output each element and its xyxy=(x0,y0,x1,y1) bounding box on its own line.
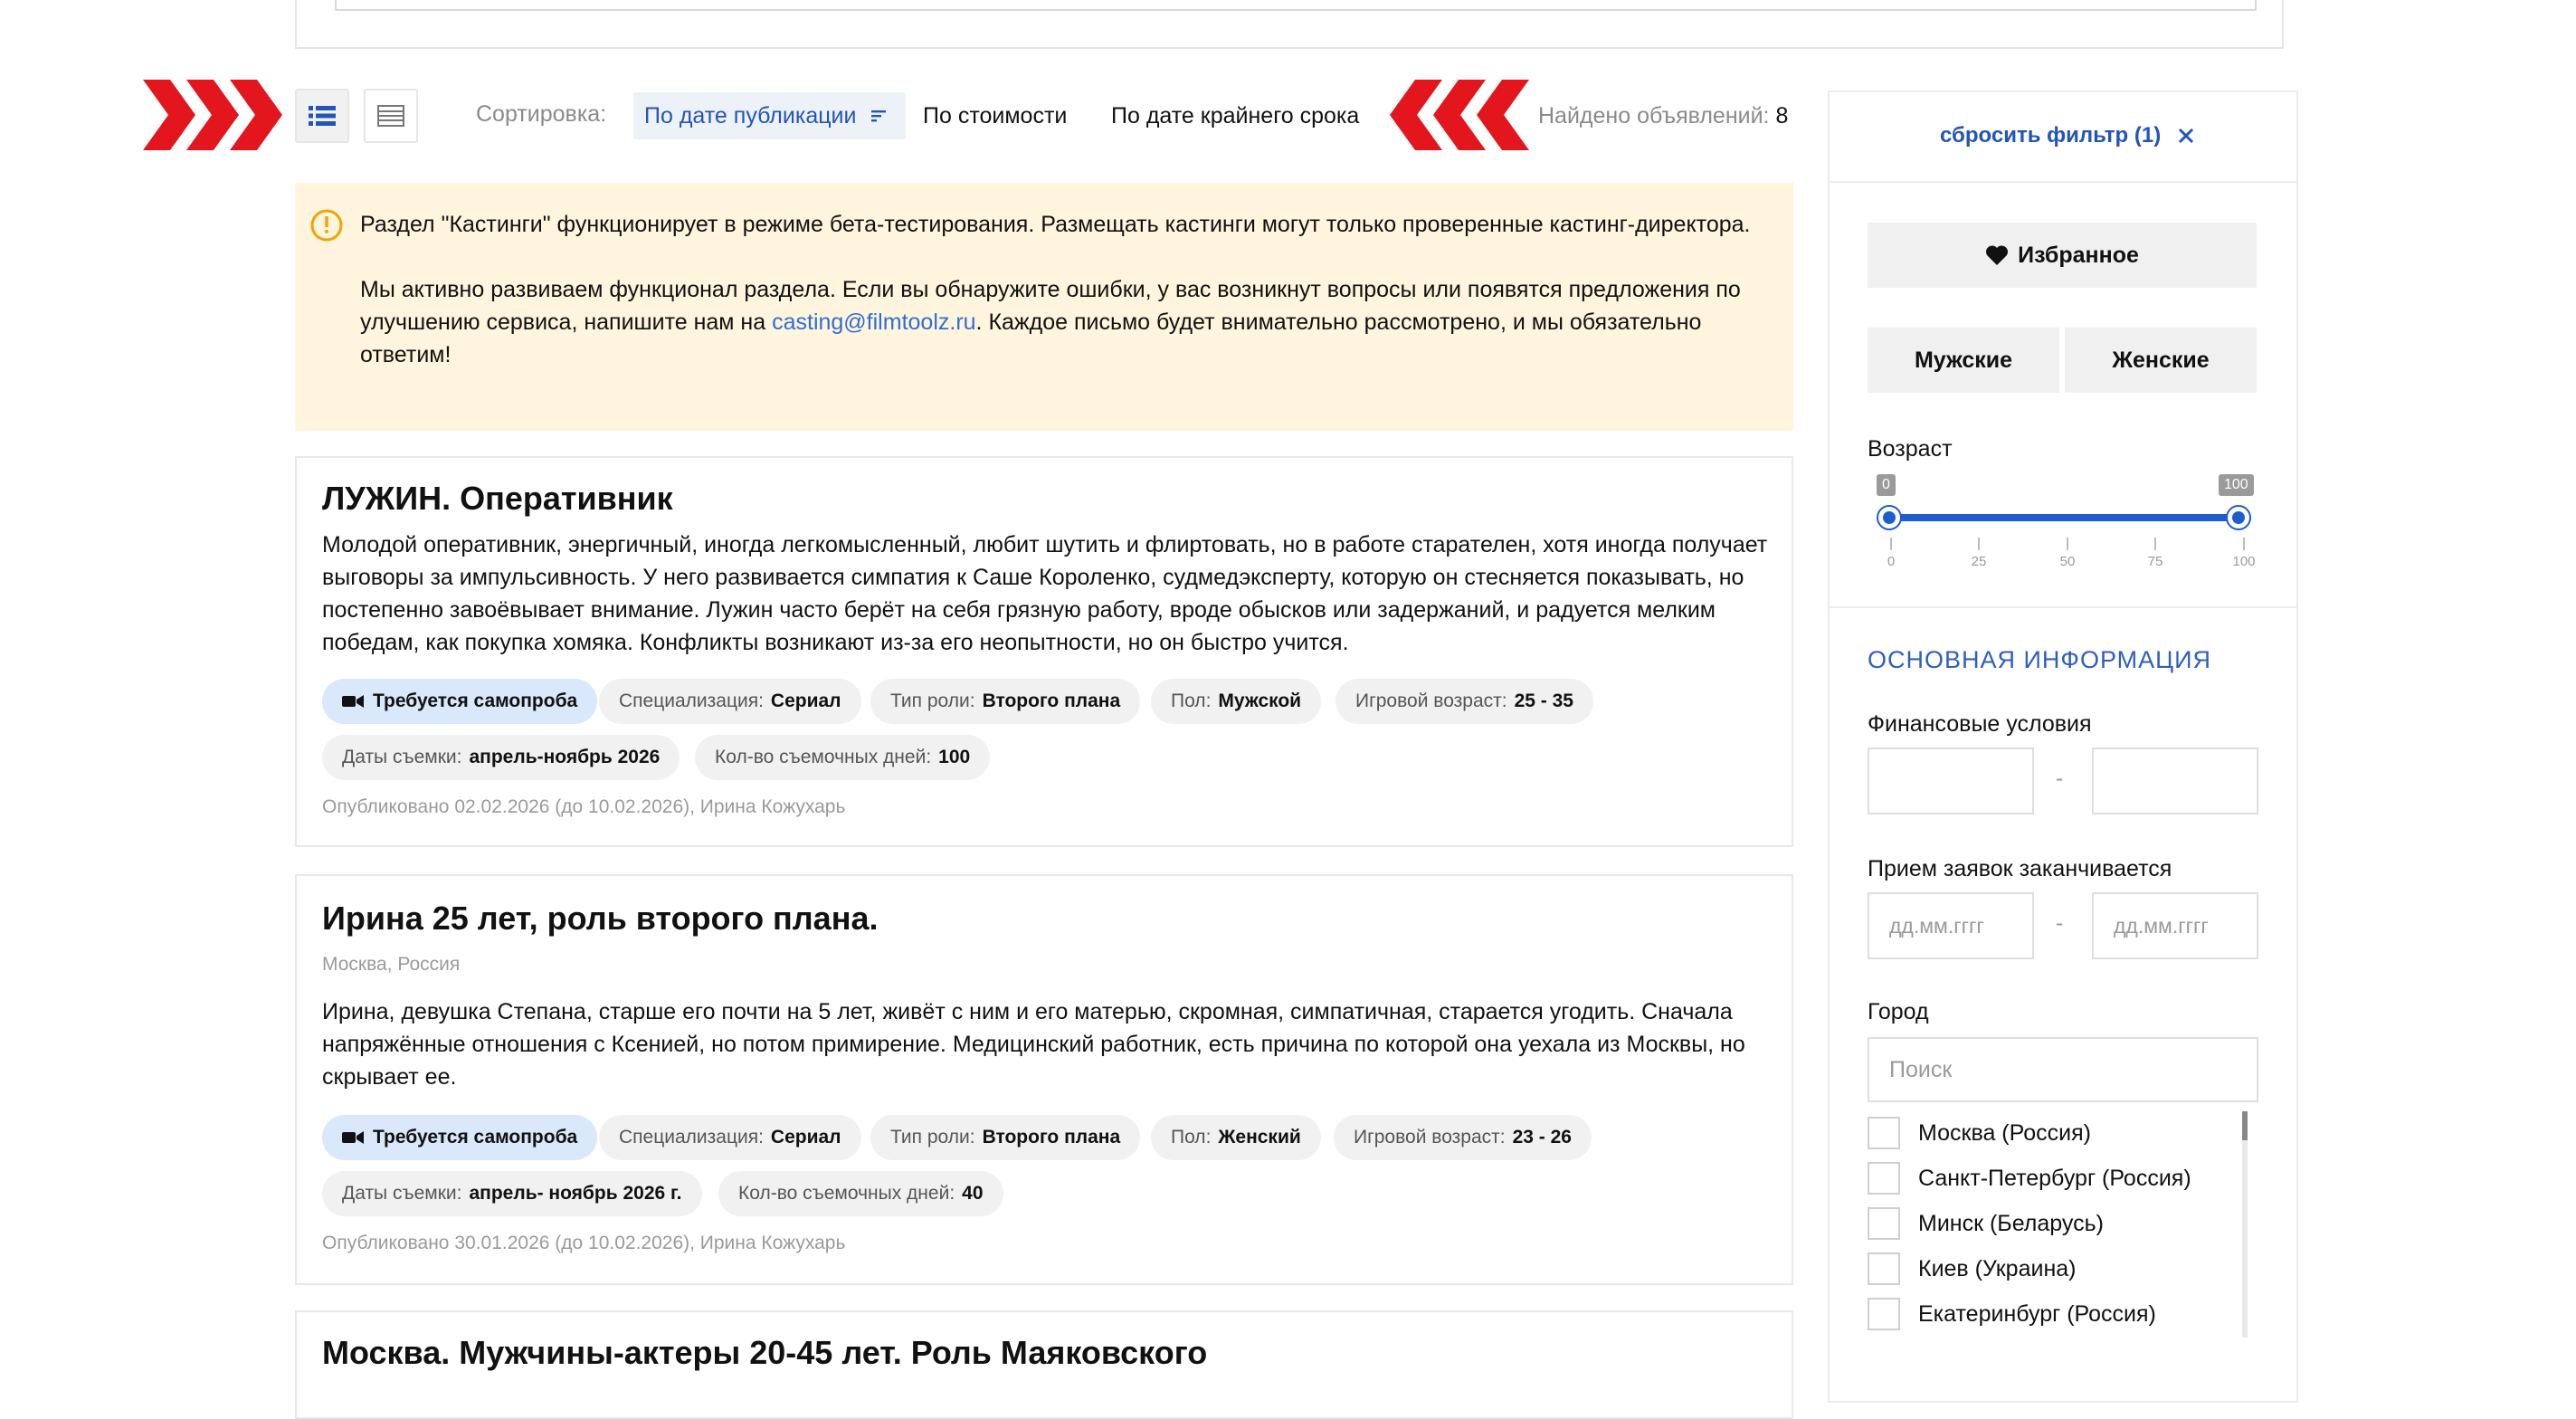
listing-title[interactable]: Москва. Мужчины-актеры 20-45 лет. Роль Маяковского xyxy=(322,1334,1208,1371)
tag-value: 100 xyxy=(938,747,971,767)
list-view-icon xyxy=(309,105,336,127)
results-count-label: Найдено объявлений: xyxy=(1538,103,1770,129)
reset-filter-label: сбросить фильтр (1) xyxy=(1940,123,2162,148)
tag-label: Пол: xyxy=(1171,690,1212,711)
self-tape-badge xyxy=(322,1115,597,1160)
notice-text-before: Мы активно развиваем функционал раздела. Если вы обнаружите ошибки, у вас возникнут вопросы или появятся предложения по улучшению сервиса, напишите нам на xyxy=(360,277,1741,335)
chevron-right-red-icon xyxy=(143,80,288,150)
listing-title[interactable]: ЛУЖИН. Оперативник xyxy=(322,480,673,517)
slider-tick xyxy=(2243,538,2245,550)
favorites-button[interactable] xyxy=(1868,223,2257,288)
tag-age xyxy=(1334,1115,1592,1160)
age-slider-track xyxy=(1878,514,2237,521)
email-link[interactable]: casting@filmtoolz.ru xyxy=(772,310,976,335)
results-count-value: 8 xyxy=(1775,103,1789,129)
sort-by-deadline-button[interactable]: По дате крайнего срока xyxy=(1111,102,1360,129)
sort-by-date-button[interactable] xyxy=(633,92,906,139)
main-info-heading: ОСНОВНАЯ ИНФОРМАЦИЯ xyxy=(1868,646,2212,673)
city-list-scrollbar[interactable] xyxy=(2242,1111,2248,1338)
city-name: Санкт-Петербург (Россия) xyxy=(1918,1165,2191,1191)
listing-description: Молодой оперативник, энергичный, иногда легкомысленный, любит шутить и флиртовать, но в работе старателен, хотя иногда получает выговоры за импульсивность. У него развивается симпатия к Саше Короленко, судмедэксперту, которую он стесняется показывать, но постепенно завоёвывает внимание. Лужин часто берёт на себя грязную работу, вроде обысков или задержаний, и радуется мелким победам, как покупка хомяка. Конфликты возникают из-за его неопытности, но он быстро учится. xyxy=(322,532,1768,655)
tag-value: 23 - 26 xyxy=(1512,1127,1572,1148)
info-icon xyxy=(309,208,344,243)
sort-icon xyxy=(870,109,888,123)
city-label: Город xyxy=(1868,999,1929,1024)
tag-shooting-dates xyxy=(322,1171,702,1216)
tag-gender xyxy=(1151,1115,1321,1160)
slider-tick-label: 25 xyxy=(1971,554,1987,569)
tag-value: 25 - 35 xyxy=(1514,690,1573,711)
notice-text xyxy=(360,208,1772,371)
tag-label: Игровой возраст: xyxy=(1355,690,1507,711)
tag-value: Женский xyxy=(1218,1127,1301,1148)
age-max-handle[interactable] xyxy=(2226,505,2251,530)
chevron-left-red-icon xyxy=(1384,80,1529,150)
tag-value: апрель- ноябрь 2026 г. xyxy=(469,1183,682,1204)
slider-tick-label: 50 xyxy=(2059,554,2076,569)
range-dash: - xyxy=(2056,910,2064,936)
heart-icon xyxy=(1985,244,2009,266)
published-info: Опубликовано 30.01.2026 (до 10.02.2026), Ирина Кожухарь xyxy=(322,1233,846,1253)
deadline-from-input[interactable]: дд.мм.гггг xyxy=(1868,892,2034,959)
tag-age xyxy=(1336,679,1593,724)
tag-label: Даты съемки: xyxy=(342,747,462,767)
range-dash: - xyxy=(2056,766,2064,791)
search-field-remnant[interactable] xyxy=(335,0,2257,11)
city-option[interactable] xyxy=(1868,1298,2156,1330)
slider-tick xyxy=(1890,538,1892,550)
city-name: Минск (Беларусь) xyxy=(1918,1210,2104,1236)
list-view-button[interactable] xyxy=(295,89,349,143)
self-tape-label: Требуется самопроба xyxy=(373,690,578,711)
sort-by-price-button[interactable]: По стоимости xyxy=(923,102,1068,129)
close-icon xyxy=(2177,127,2195,145)
divider xyxy=(1830,181,2296,183)
city-list-scroll-thumb[interactable] xyxy=(2242,1111,2248,1140)
city-search-input[interactable]: Поиск xyxy=(1868,1037,2258,1102)
tag-value: Сериал xyxy=(770,1127,841,1148)
tag-label: Даты съемки: xyxy=(342,1183,462,1204)
published-info: Опубликовано 02.02.2026 (до 10.02.2026), Ирина Кожухарь xyxy=(322,796,846,817)
tag-shooting-days xyxy=(695,735,990,780)
finance-label: Финансовые условия xyxy=(1868,711,2092,737)
finance-max-input[interactable] xyxy=(2092,748,2258,814)
deadline-label: Прием заявок заканчивается xyxy=(1868,856,2172,881)
tag-label: Тип роли: xyxy=(890,690,975,711)
notice-paragraph-2 xyxy=(360,273,1772,371)
video-camera-icon xyxy=(342,694,364,709)
checkbox[interactable] xyxy=(1868,1162,1900,1195)
tag-value: Мужской xyxy=(1218,690,1302,711)
reset-filter-button[interactable] xyxy=(1940,123,2195,148)
checkbox[interactable] xyxy=(1868,1298,1900,1330)
tag-label: Тип роли: xyxy=(890,1127,975,1148)
notice-text-after: . Каждое письмо будет внимательно рассмотрено, и мы обязательно ответим! xyxy=(360,310,1702,367)
city-option[interactable] xyxy=(1868,1117,2091,1149)
city-name: Москва (Россия) xyxy=(1918,1119,2091,1146)
tag-label: Игровой возраст: xyxy=(1354,1127,1506,1148)
tag-value: 40 xyxy=(962,1183,984,1204)
sort-option-label: По дате публикации xyxy=(644,102,857,129)
city-name: Екатеринбург (Россия) xyxy=(1918,1300,2156,1327)
self-tape-label: Требуется самопроба xyxy=(373,1127,578,1148)
slider-tick xyxy=(2067,538,2068,550)
age-max-badge: 100 xyxy=(2219,474,2254,496)
tag-shooting-dates xyxy=(322,735,680,780)
tag-value: апрель-ноябрь 2026 xyxy=(469,747,661,767)
age-min-handle[interactable] xyxy=(1877,505,1902,530)
slider-tick-label: 100 xyxy=(2232,554,2256,569)
slider-tick-label: 0 xyxy=(1887,554,1896,569)
tag-label: Специализация: xyxy=(619,1127,764,1148)
slider-tick xyxy=(1978,538,1980,550)
tag-label: Специализация: xyxy=(619,690,764,711)
tag-specialization xyxy=(599,1115,861,1160)
sort-label: Сортировка: xyxy=(476,101,607,127)
results-count xyxy=(1538,103,1788,129)
deadline-to-input[interactable]: дд.мм.гггг xyxy=(2092,892,2258,959)
tag-shooting-days xyxy=(718,1171,1003,1216)
listing-location: Москва, Россия xyxy=(322,954,461,975)
tag-value: Второго плана xyxy=(982,690,1121,711)
tag-role-type xyxy=(870,1115,1140,1160)
city-option[interactable] xyxy=(1868,1252,2077,1285)
tag-value: Сериал xyxy=(770,690,841,711)
tag-gender xyxy=(1151,679,1321,724)
checkbox[interactable] xyxy=(1868,1252,1900,1285)
tag-value: Второго плана xyxy=(982,1127,1121,1148)
favorites-label: Избранное xyxy=(2018,242,2139,268)
city-option[interactable] xyxy=(1868,1162,2191,1195)
female-roles-button[interactable]: Женские xyxy=(2065,328,2257,393)
listing-title[interactable]: Ирина 25 лет, роль второго плана. xyxy=(322,900,879,937)
male-roles-button[interactable]: Мужские xyxy=(1868,328,2059,393)
tag-label: Кол-во съемочных дней: xyxy=(738,1183,955,1204)
city-name: Киев (Украина) xyxy=(1918,1255,2077,1281)
age-label: Возраст xyxy=(1868,436,1953,462)
tag-specialization xyxy=(599,679,861,724)
compact-view-icon xyxy=(377,105,404,127)
listing-description: Ирина, девушка Степана, старше его почти на 5 лет, живёт с ним и его матерью, скромная, симпатичная, старается угодить. Сначала напряжённые отношения с Ксенией, но потом примирение. Медицинский работник, есть причина по которой она уехала из Москвы, но скрывает ее. xyxy=(322,999,1745,1090)
age-min-badge: 0 xyxy=(1877,474,1896,496)
compact-view-button[interactable] xyxy=(364,89,418,143)
city-option[interactable] xyxy=(1868,1207,2104,1240)
slider-tick xyxy=(2154,538,2156,550)
self-tape-badge xyxy=(322,679,597,724)
tag-label: Кол-во съемочных дней: xyxy=(715,747,932,767)
divider xyxy=(1830,606,2296,608)
finance-min-input[interactable] xyxy=(1868,748,2034,814)
slider-tick-label: 75 xyxy=(2147,554,2163,569)
checkbox[interactable] xyxy=(1868,1207,1900,1240)
tag-role-type xyxy=(870,679,1140,724)
video-camera-icon xyxy=(342,1130,364,1145)
tag-label: Пол: xyxy=(1171,1127,1212,1148)
notice-paragraph-1: Раздел "Кастинги" функционирует в режиме бета-тестирования. Размещать кастинги могут только проверенные кастинг-директора. xyxy=(360,212,1751,237)
checkbox[interactable] xyxy=(1868,1117,1900,1149)
